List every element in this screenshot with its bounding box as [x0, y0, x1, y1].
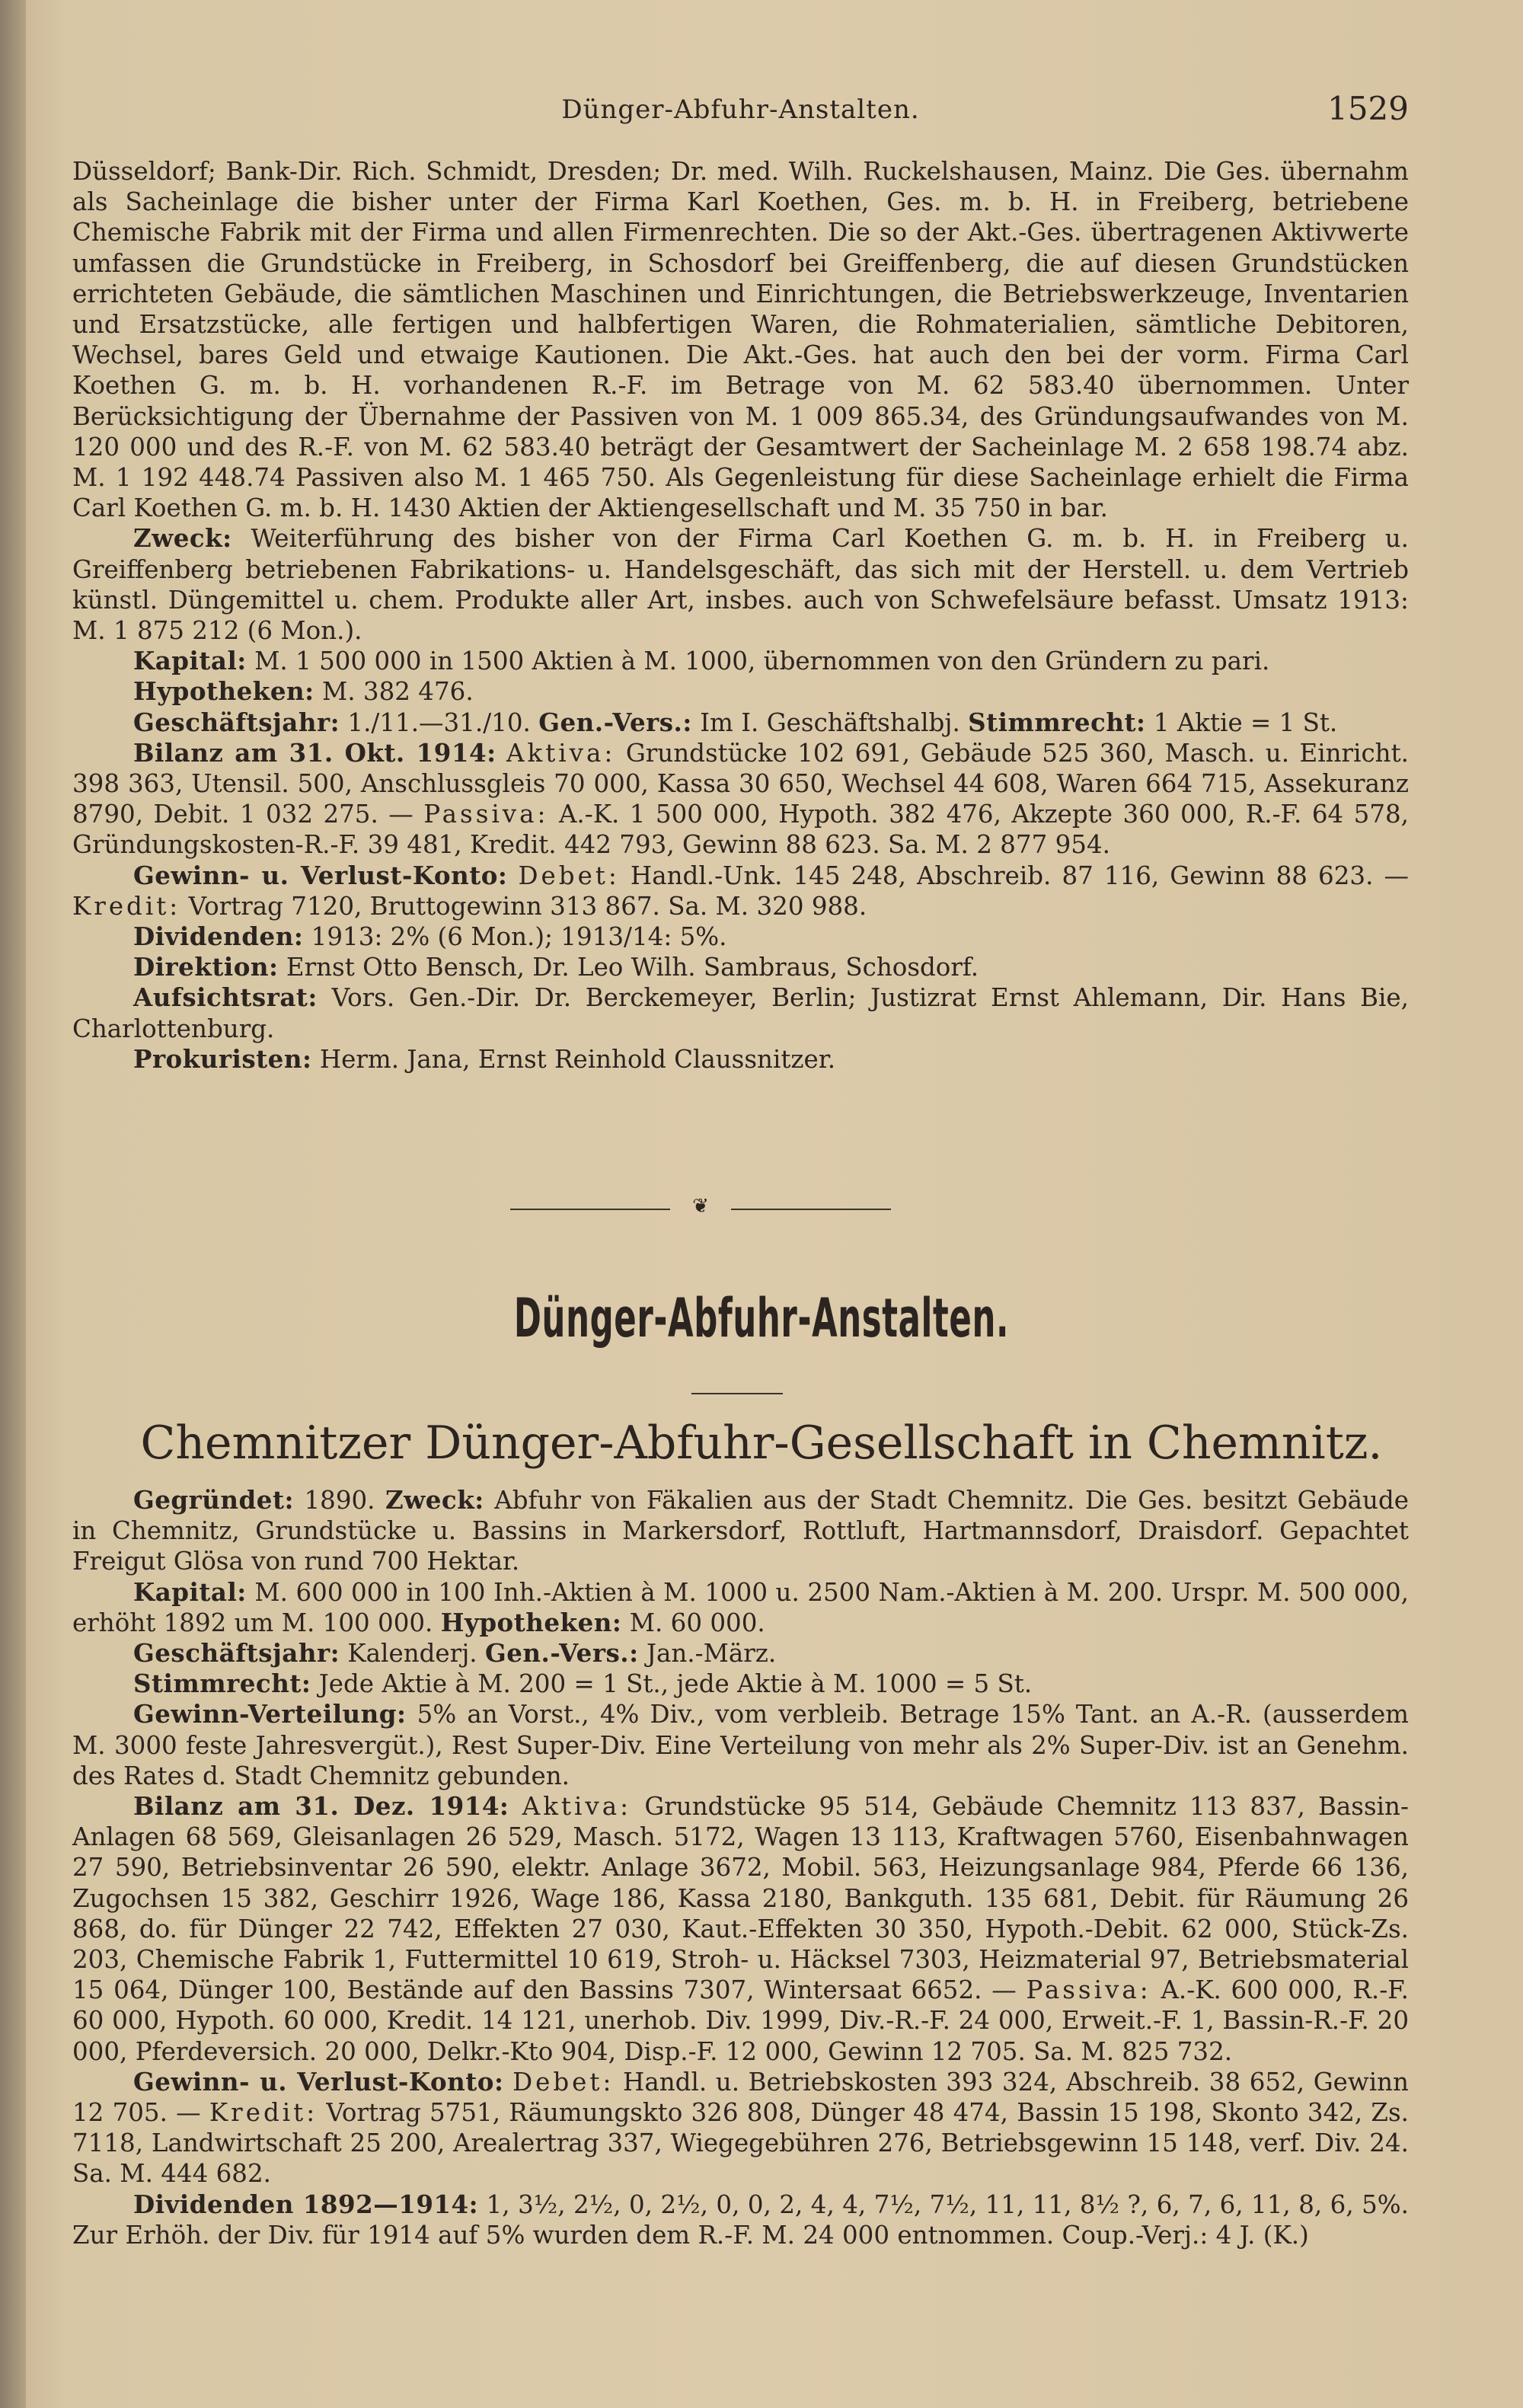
entry-label: Aufsichtsrat: — [133, 982, 318, 1013]
section-title-rule — [691, 1393, 783, 1394]
entry-text: 5% an Vorst., 4% Div., vom verbleib. Betrage 15% Tant. an A.-R. (ausserdem M. 3000 feste Jahresvergüt.), Rest Super-Div. Eine Verteilung von mehr als 2% Super-Div. ist an Genehm. des Rates d. Stadt Chemnitz gebunden. — [72, 1700, 1409, 1790]
entry-paragraph — [72, 1044, 1409, 1075]
entry-label: Bilanz am 31. Dez. 1914: — [133, 1791, 509, 1822]
entry-paragraph — [72, 952, 1409, 982]
entry-paragraph — [72, 646, 1409, 676]
entry-text: 1./11.—31./10. — [347, 707, 531, 737]
entry-text: Ernst Otto Bensch, Dr. Leo Wilh. Sambraus, Schosdorf. — [286, 953, 979, 982]
entry-paragraph — [72, 1638, 1409, 1669]
entry-text: Herm. Jana, Ernst Reinhold Claussnitzer. — [319, 1044, 836, 1074]
entry-text: Vortrag 5751, Räumungskto 326 808, Dünger 48 474, Bassin 15 198, Skonto 342, Zs. 7118, Landwirtschaft 25 200, Arealertrag 337, Wiegegebühren 276, Betriebsgewinn 15 148, verf. Div. 24. Sa. M. 444 682. — [72, 2098, 1409, 2189]
entry-text: M. 600 000 in 100 Inh.-Aktien à M. 1000 u. 2500 Nam.-Aktien à M. 200. Urspr. M. 500 000, erhöht 1892 um M. 100 000. — [72, 1577, 1409, 1637]
entry-text: 1, 3½, 2½, 0, 2½, 0, 0, 2, 4, 4, 7½, 7½, 11, 11, 8½ ?, 6, 7, 6, 11, 8, 6, 5%. Zur Erhöh. der Div. für 1914 auf 5% wurden dem R.-F. M. 24 000 entnommen. Coup.-Verj.: 4 J. (K.) — [72, 2189, 1409, 2250]
entry-text: Jede Aktie à M. 200 = 1 St., jede Aktie à M. 1000 = 5 St. — [318, 1669, 1033, 1699]
book-spine-shadow — [0, 0, 26, 2408]
page-number: 1529 — [1327, 90, 1409, 127]
entry-text: A.-K. 600 000, R.-F. 60 000, Hypoth. 60 000, Kredit. 14 121, unerhob. Div. 1999, Div.-R.-F. 24 000, Erweit.-F. 1, Bassin-R.-F. 20 000, Pferdeversich. 20 000, Delkr.-Kto 904, Disp.-F. 12 000, Gewinn 12 705. Sa. M. 825 732. — [72, 1975, 1409, 2066]
entry-label: Gewinn- u. Verlust-Konto: — [133, 2066, 504, 2097]
entry-text: Im I. Geschäftshalbj. — [700, 707, 960, 737]
entry-text: Vors. Gen.-Dir. Dr. Berckemeyer, Berlin; Justizrat Ernst Ahlemann, Dir. Hans Bie, Charlottenburg. — [72, 983, 1409, 1043]
entry-text: A.-K. 1 500 000, Hypoth. 382 476, Akzepte 360 000, R.-F. 64 578, Gründungskosten-R.-F. 39 481, Kredit. 442 793, Gewinn 88 623. Sa. M. 2 877 954. — [72, 800, 1410, 860]
entry-text: Jan.-März. — [646, 1639, 777, 1669]
entry-label: Bilanz am 31. Okt. 1914: — [133, 737, 496, 768]
entry-label: Gen.-Vers.: — [538, 707, 692, 737]
entry-label: Gegründet: — [133, 1485, 294, 1515]
entry-label: Stimmrecht: — [133, 1669, 311, 1699]
entry-label: Geschäftsjahr: — [133, 707, 340, 737]
divider-line-right — [731, 1209, 891, 1210]
entry-text: Grundstücke 102 691, Gebäude 525 360, Masch. u. Einricht. 398 363, Utensil. 500, Anschlussgleis 70 000, Kassa 30 650, Wechsel 44 608, Waren 664 715, Assekuranz 8790, Debit. 1 032 275. — — [72, 738, 1409, 829]
entry-text: Vortrag 7120, Bruttogewinn 313 867. Sa. M. 320 988. — [188, 891, 867, 921]
entry-label: Zweck: — [133, 523, 232, 554]
entry-label: Kapital: — [133, 646, 247, 676]
entry-paragraph — [72, 1699, 1409, 1791]
entry-label: Dividenden 1892—1914: — [133, 2189, 479, 2219]
section-divider — [510, 1195, 891, 1218]
entry-text: 1890. — [304, 1486, 375, 1515]
entry-text: M. 1 500 000 in 1500 Aktien à M. 1000, übernommen von den Gründern zu pari. — [254, 647, 1270, 676]
entry-label: Kapital: — [133, 1576, 247, 1607]
entry-label: Direktion: — [133, 952, 279, 982]
entry-text: 1 Aktie = 1 St. — [1153, 707, 1338, 737]
divider-line-left — [510, 1209, 670, 1210]
entry-paragraph — [72, 861, 1409, 921]
entry-paragraph — [72, 1791, 1409, 2067]
entry-label: Stimmrecht: — [968, 707, 1146, 737]
entry-label: Hypotheken: — [133, 676, 314, 707]
entry-spaced-label: Aktiva: — [506, 738, 616, 768]
entry-paragraph — [72, 156, 1409, 523]
entry-text: Handl.-Unk. 145 248, Abschreib. 87 116, Gewinn 88 623. — — [630, 861, 1409, 890]
entry-paragraph — [72, 1485, 1409, 1577]
entry-text: Abfuhr von Fäkalien aus der Stadt Chemnitz. Die Ges. besitzt Gebäude in Chemnitz, Grundstücke u. Bassins in Markersdorf, Rottluft, Hartmannsdorf, Draisdorf. Gepachtet Freigut Glösa von rund 700 Hektar. — [72, 1486, 1409, 1576]
entry-text: Düsseldorf; Bank-Dir. Rich. Schmidt, Dresden; Dr. med. Wilh. Ruckelshausen, Mainz. Die Ges. übernahm als Sacheinlage die bisher unter der Firma Karl Koethen, Ges. m. b. H. in Freiberg, betriebene Chemische Fabrik mit der Firma und allen Firmenrechten. Die so der Akt.-Ges. übertragenen Aktivwerte umfassen die Grundstücke in Freiberg, in Schosdorf bei Greiffenberg, die auf diesen Grundstücken errichteten Gebäude, die sämtlichen Maschinen und Einrichtungen, die Betriebswerkzeuge, Inventarien und Ersatzstücke, alle fertigen und halbfertigen Waren, die Rohmaterialien, sämtliche Debitoren, Wechsel, bares Geld und etwaige Kautionen. Die Akt.-Ges. hat auch den bei der vorm. Firma Carl Koethen G. m. b. H. vorhandenen R.-F. im Betrage von M. 62 583.40 übernommen. Unter Berücksichtigung der Übernahme der Passiven von M. 1 009 865.34, des Gründungsaufwandes von M. 120 000 und des R.-F. von M. 62 583.40 beträgt der Gesamtwert der Sacheinlage M. 2 658 198.74 abz. M. 1 192 448.74 Passiven also M. 1 465 750. Als Gegenleistung für diese Sacheinlage erhielt die Firma Carl Koethen G. m. b. H. 1430 Aktien der Aktiengesellschaft und M. 35 750 in bar. — [72, 157, 1409, 523]
entry-text: Handl. u. Betriebskosten 393 324, Abschreib. 38 652, Gewinn 12 705. — — [72, 2067, 1409, 2128]
entry-spaced-label: Passiva: — [1026, 1975, 1151, 2005]
company-title: Chemnitzer Dünger-Abfuhr-Gesellschaft in Chemnitz. — [140, 1416, 1383, 1470]
entry-paragraph — [72, 1669, 1409, 1699]
entry-paragraph — [72, 676, 1409, 707]
entry-label: Prokuristen: — [133, 1043, 312, 1074]
entry-text: Grundstücke 95 514, Gebäude Chemnitz 113 837, Bassin-Anlagen 68 569, Gleisanlagen 26 529, Masch. 5172, Wagen 13 113, Kraftwagen 5760, Eisenbahnwagen 27 590, Betriebsinventar 26 590, elektr. Anlage 3672, Mobil. 563, Heizungsanlage 984, Pferde 66 136, Zugochsen 15 382, Geschirr 1926, Wage 186, Kassa 2180, Bankguth. 135 681, Debit. für Räumung 26 868, do. für Dünger 22 742, Effekten 27 030, Kaut.-Effekten 30 350, Hypoth.-Debit. 62 000, Stück-Zs. 203, Chemische Fabrik 1, Futtermittel 10 619, Stroh- u. Häcksel 7303, Heizmaterial 97, Betriebsmaterial 15 064, Dünger 100, Bestände auf den Bassins 7307, Wintersaat 6652. — — [72, 1792, 1409, 2005]
entry-paragraph — [72, 738, 1409, 861]
top-entry — [72, 156, 1409, 1075]
entry-text: M. 60 000. — [629, 1608, 765, 1637]
entry-paragraph — [72, 707, 1409, 738]
running-head: Dünger-Abfuhr-Anstalten. — [561, 94, 920, 125]
entry-spaced-label: Kredit: — [209, 2098, 318, 2128]
entry-text: M. 382 476. — [321, 677, 474, 707]
entry-text: 1913: 2% (6 Mon.); 1913/14: 5%. — [311, 922, 727, 952]
entry-label: Hypotheken: — [440, 1607, 622, 1637]
section-title: Dünger-Abfuhr-Anstalten. — [513, 1287, 1010, 1349]
entry-label: Zweck: — [385, 1485, 484, 1515]
entry-spaced-label: Aktiva: — [522, 1792, 632, 1822]
entry-label: Geschäftsjahr: — [133, 1638, 340, 1669]
entry-spaced-label: Kredit: — [72, 891, 181, 921]
page-header — [72, 90, 1409, 136]
entry-paragraph — [72, 2067, 1409, 2189]
entry-paragraph — [72, 2189, 1409, 2250]
entry-label: Gen.-Vers.: — [484, 1638, 639, 1669]
entry-spaced-label: Debet: — [512, 2067, 615, 2097]
entry-paragraph — [72, 982, 1409, 1043]
entry-label: Dividenden: — [133, 921, 304, 952]
entry-label: Gewinn- u. Verlust-Konto: — [133, 860, 508, 890]
entry-label: Gewinn-Verteilung: — [133, 1699, 407, 1729]
entry-spaced-label: Passiva: — [423, 800, 549, 829]
divider-ornament-icon: ❦ — [692, 1195, 709, 1218]
entry-paragraph — [72, 921, 1409, 952]
entry-spaced-label: Debet: — [518, 861, 620, 890]
entry-text: Kalenderj. — [347, 1639, 477, 1669]
entry-text: Weiterführung des bisher von der Firma Carl Koethen G. m. b. H. in Freiberg u. Greiffenberg betriebenen Fabrikations- u. Handelsgeschäft, das sich mit der Herstell. u. dem Vertrieb künstl. Düngemittel u. chem. Produkte aller Art, insbes. auch von Schwefelsäure befasst. Umsatz 1913: M. 1 875 212 (6 Mon.). — [72, 524, 1409, 646]
company-entry — [72, 1485, 1409, 2250]
entry-paragraph — [72, 523, 1409, 646]
entry-paragraph — [72, 1577, 1409, 1638]
